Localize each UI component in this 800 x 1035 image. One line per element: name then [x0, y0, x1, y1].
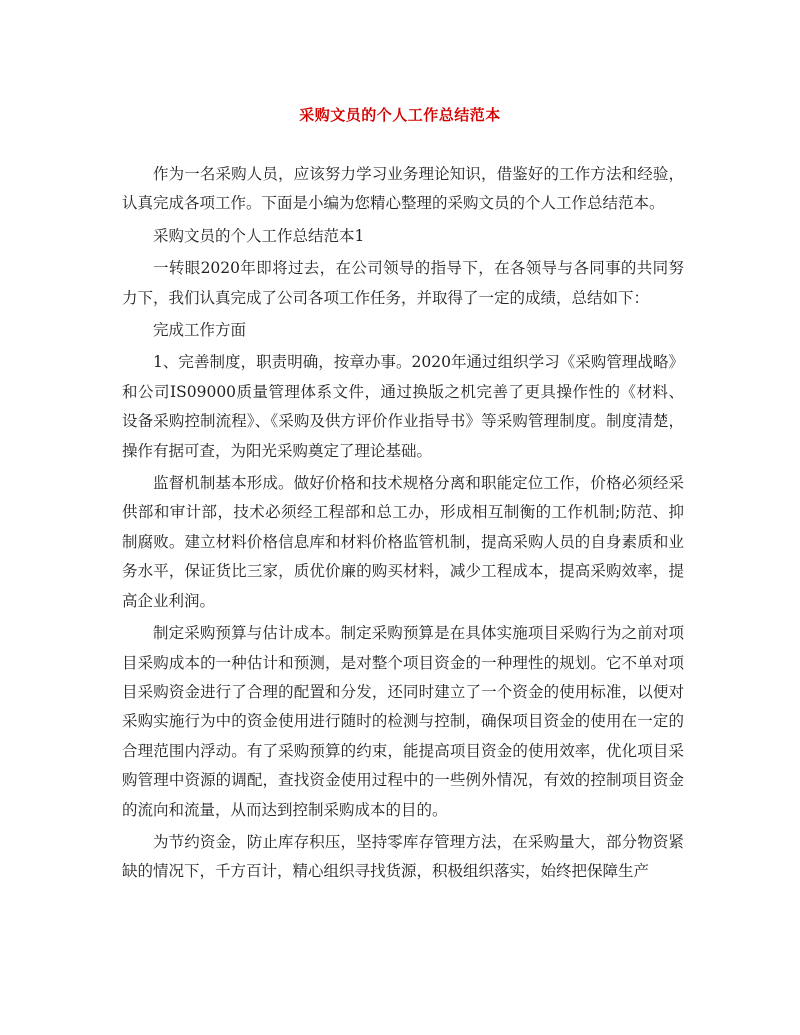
paragraph-section-heading: 采购文员的个人工作总结范本1 [153, 226, 365, 245]
paragraph-opening: 一转眼2020年即将过去，在公司领导的指导下，在各领导与各同事的共同努力下，我们认真完成了公司各项工作任务，并取得了一定的成绩，总结如下： [122, 259, 684, 307]
paragraph-subheading: 完成工作方面 [153, 321, 247, 340]
document-body [122, 160, 684, 890]
paragraph-system: 1、完善制度，职责明确，按章办事。2020年通过组织学习《采购管理战略》和公司IS09000质量管理体系文件，通过换版之机完善了更具操作性的《材料、设备采购控制流程》、《采购及供方评价作业指导书》等采购管理制度。制度清楚，操作有据可查，为阳光采购奠定了理论基础。 [122, 353, 684, 460]
paragraph-budget: 制定采购预算与估计成本。制定采购预算是在具体实施项目采购行为之前对项目采购成本的一种估计和预测，是对整个项目资金的一种理性的规划。它不单对项目采购资金进行了合理的配置和分发，还同时建立了一个资金的使用标准，以便对采购实施行为中的资金使用进行随时的检测与控制，确保项目资金的使用在一定的合理范围内浮动。有了采购预算的约束，能提高项目资金的使用效率，优化项目采购管理中资源的调配，查找资金使用过程中的一些例外情况，有效的控制项目资金的流向和流量，从而达到控制采购成本的目的。 [122, 624, 684, 819]
paragraph-intro: 作为一名采购人员，应该努力学习业务理论知识，借鉴好的工作方法和经验，认真完成各项工作。下面是小编为您精心整理的采购文员的个人工作总结范本。 [122, 165, 684, 213]
paragraph-inventory: 为节约资金，防止库存积压，坚持零库存管理方法，在采购量大，部分物资紧缺的情况下，千方百计，精心组织寻找货源，积极组织落实，始终把保障生产 [122, 832, 684, 881]
paragraph-supervision: 监督机制基本形成。做好价格和技术规格分离和职能定位工作，价格必须经采供部和审计部，技术必须经工程部和总工办，形成相互制衡的工作机制;防范、抑制腐败。建立材料价格信息库和材料价格监管机制，提高采购人员的自身素质和业务水平，保证货比三家，质优价廉的购买材料，减少工程成本，提高采购效率，提高企业利润。 [122, 474, 684, 610]
document-title: 采购文员的个人工作总结范本 [299, 106, 501, 124]
